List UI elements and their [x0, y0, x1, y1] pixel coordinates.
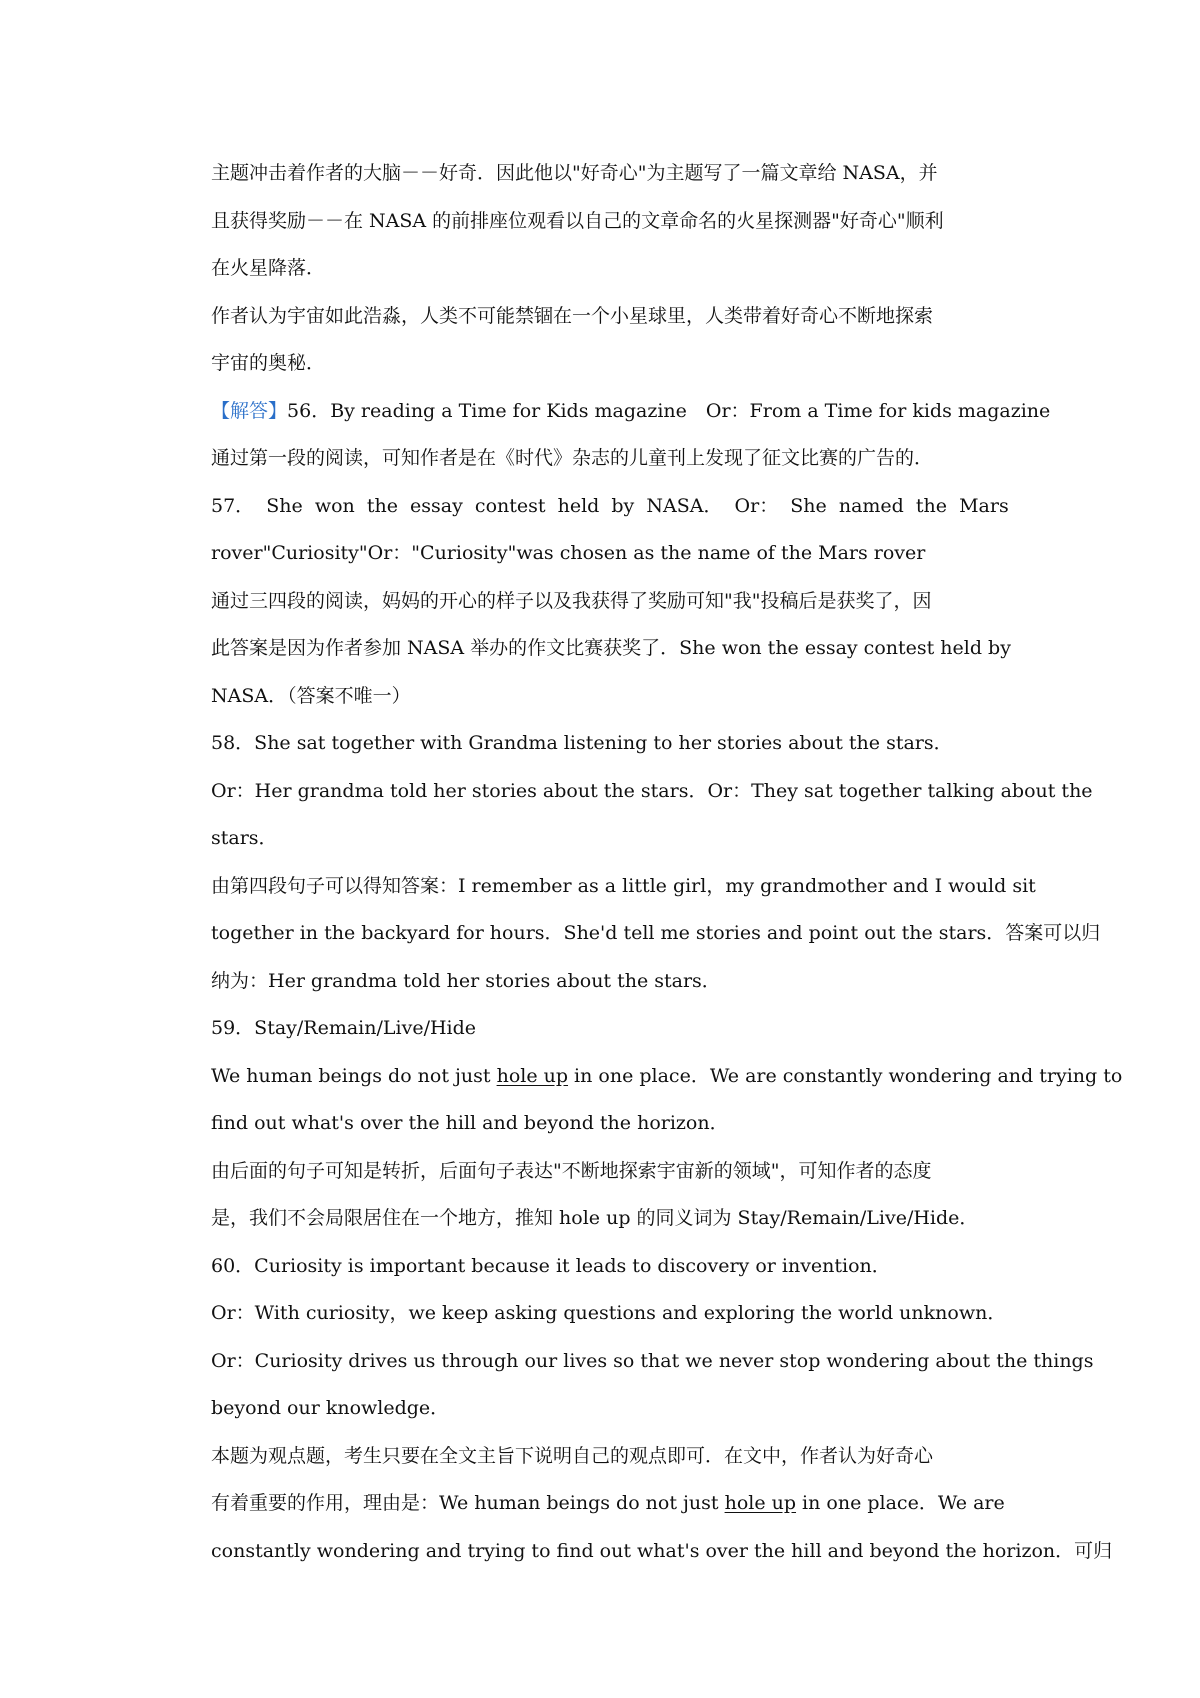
text-line: Or：With curiosity，we keep asking questions and exploring the world unknown．	[211, 1302, 1007, 1324]
text-line: find out what's over the hill and beyond the horizon．	[211, 1112, 729, 1134]
quote-line	[211, 1480, 1026, 1528]
text-line: 由第四段句子可以得知答案：I remember as a little girl，my grandmother and I would sit	[211, 874, 1036, 897]
answer-analysis-text	[211, 150, 1123, 1575]
answer-57-line: 57． She won the essay contest held by NASA． Or： She named the Mars	[211, 494, 1009, 517]
answer-56: 56．By reading a Time for Kids magazine Or：From a Time for kids magazine	[287, 399, 1051, 422]
text-line: NASA．（答案不唯一）	[211, 684, 411, 707]
text-line: 通过第一段的阅读，可知作者是在《时代》杂志的儿童刊上发现了征文比赛的广告的．	[211, 447, 934, 469]
text-line: together in the backyard for hours．She'd tell me stories and point out the stars．答案可以归	[211, 922, 1101, 944]
answer-label: 【解答】	[211, 399, 288, 422]
text-line: 宇宙的奥秘．	[211, 352, 326, 374]
text-line: 由后面的句子可知是转折，后面句子表达"不断地探索宇宙新的领域"，可知作者的态度	[211, 1159, 932, 1182]
answer-60-line: 60．Curiosity is important because it leads to discovery or invention．	[211, 1254, 891, 1277]
text-line: 是，我们不会局限居住在一个地方，推知 hole up 的同义词为 Stay/Remain/Live/Hide．	[211, 1207, 979, 1229]
text-line: rover"Curiosity"Or："Curiosity"was chosen as the name of the Mars rover	[211, 542, 926, 564]
text-line: 本题为观点题，考生只要在全文主旨下说明自己的观点即可．在文中，作者认为好奇心	[211, 1444, 934, 1467]
text-line: 此答案是因为作者参加 NASA 举办的作文比赛获奖了．She won the essay contest held by	[211, 637, 1011, 659]
answer-59-line: 59．Stay/Remain/Live/Hide	[211, 1017, 477, 1039]
text-line: beyond our knowledge．	[211, 1397, 450, 1419]
quote-text: We human beings do not just	[211, 1064, 497, 1087]
text-line: 主题冲击着作者的大脑－－好奇．因此他以"好奇心"为主题写了一篇文章给 NASA，并	[211, 162, 938, 184]
quote-text: in one place．We are constantly wondering and trying to	[568, 1064, 1123, 1087]
text-line: constantly wondering and trying to find out what's over the hill and beyond the horizon．可归	[211, 1539, 1113, 1562]
text-line: 且获得奖励－－在 NASA 的前排座位观看以自己的文章命名的火星探测器"好奇心"顺利	[211, 209, 944, 232]
underlined-phrase: hole up	[496, 1064, 569, 1087]
text-line: 纳为：Her grandma told her stories about the stars．	[211, 969, 721, 992]
quote-line	[211, 1053, 1123, 1101]
quote-text: in one place．We are	[796, 1492, 1005, 1514]
text-line: 作者认为宇宙如此浩淼，人类不可能禁锢在一个小星球里，人类带着好奇心不断地探索	[211, 304, 934, 327]
text-line: 在火星降落．	[211, 257, 326, 279]
text-line: 通过三四段的阅读，妈妈的开心的样子以及我获得了奖励可知"我"投稿后是获奖了，因	[211, 589, 932, 612]
text-line: Or：Her grandma told her stories about the stars．Or：They sat together talking about the	[211, 779, 1093, 802]
underlined-phrase: hole up	[724, 1492, 797, 1514]
answer-58-line: 58．She sat together with Grandma listening to her stories about the stars．	[211, 732, 953, 754]
answer-heading-line	[211, 388, 1051, 436]
text-line: Or：Curiosity drives us through our lives so that we never stop wondering about the things	[211, 1349, 1094, 1372]
quote-text: 有着重要的作用，理由是：We human beings do not just	[211, 1492, 725, 1514]
text-line: stars．	[211, 827, 278, 849]
